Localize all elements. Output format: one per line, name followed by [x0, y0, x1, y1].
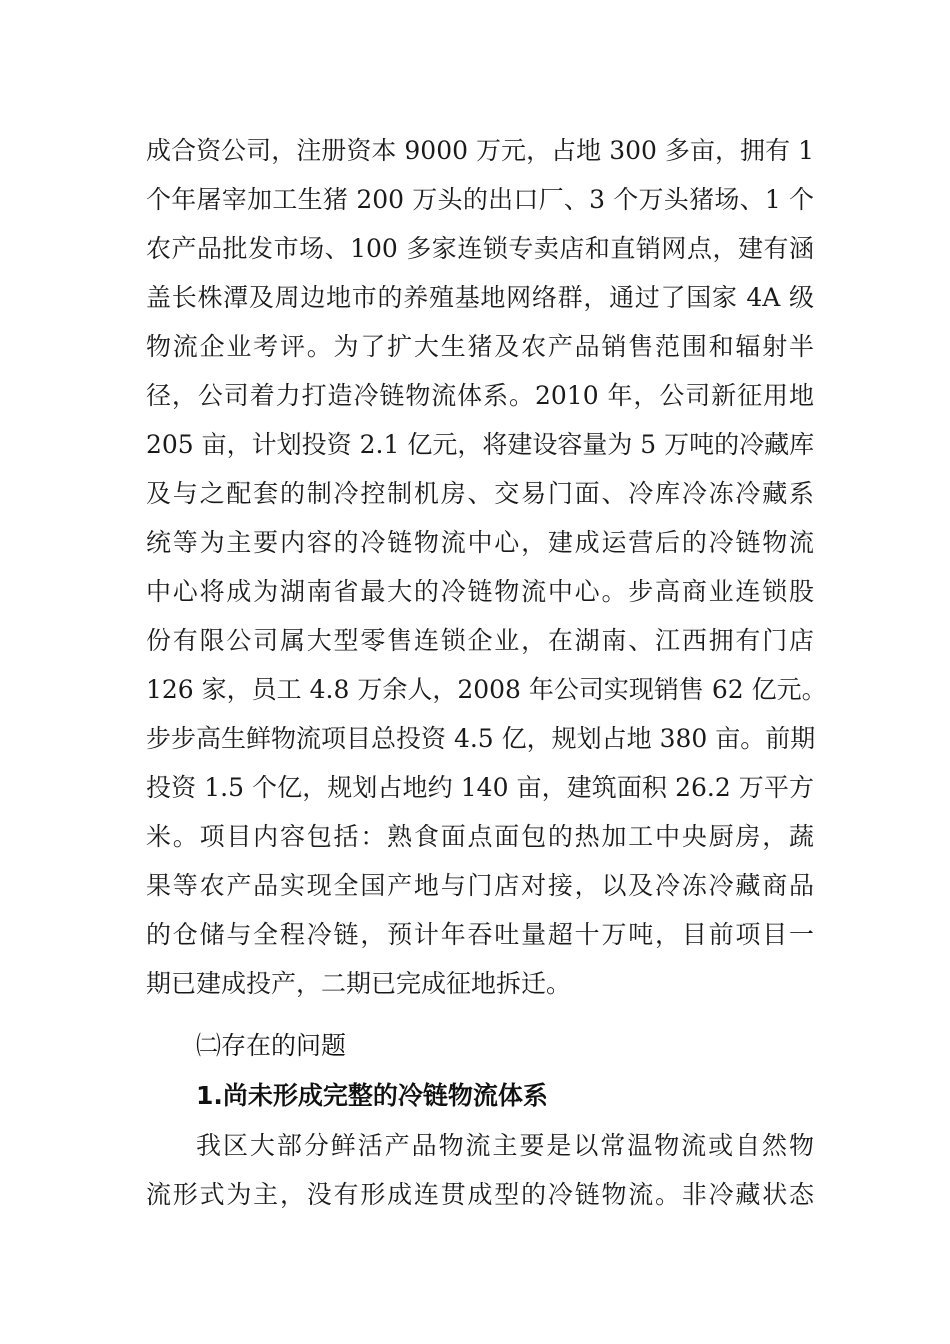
paragraph-line: 果等农产品实现全国产地与门店对接，以及冷冻冷藏商品 [146, 871, 814, 900]
paragraph-line: 盖长株潭及周边地市的养殖基地网络群，通过了国家 4A 级 [146, 283, 814, 312]
paragraph-line: 投资 1.5 个亿，规划占地约 140 亩，建筑面积 26.2 万平方 [146, 773, 814, 802]
paragraph-line: 流形式为主，没有形成连贯成型的冷链物流。非冷藏状态 [146, 1180, 814, 1209]
paragraph-line: 份有限公司属大型零售连锁企业，在湖南、江西拥有门店 [146, 626, 814, 655]
paragraph-line: 及与之配套的制冷控制机房、交易门面、冷库冷冻冷藏系 [146, 479, 814, 508]
subsection-heading: 1.尚未形成完整的冷链物流体系 [196, 1081, 548, 1110]
paragraph-line: 统等为主要内容的冷链物流中心，建成运营后的冷链物流 [146, 528, 814, 557]
paragraph-line: 径，公司着力打造冷链物流体系。2010 年，公司新征用地 [146, 381, 814, 410]
paragraph-line: 中心将成为湖南省最大的冷链物流中心。步高商业连锁股 [146, 577, 814, 606]
paragraph-line: 成合资公司，注册资本 9000 万元，占地 300 多亩，拥有 1 [146, 136, 814, 165]
paragraph-line: 步步高生鲜物流项目总投资 4.5 亿，规划占地 380 亩。前期 [146, 724, 816, 753]
paragraph-line: 126 家，员工 4.8 万余人，2008 年公司实现销售 62 亿元。 [146, 675, 827, 704]
paragraph-line: 的仓储与全程冷链，预计年吞吐量超十万吨，目前项目一 [146, 920, 814, 949]
paragraph-line: 个年屠宰加工生猪 200 万头的出口厂、3 个万头猪场、1 个 [146, 185, 814, 214]
paragraph-line: 205 亩，计划投资 2.1 亿元，将建设容量为 5 万吨的冷藏库 [146, 430, 815, 459]
paragraph-line: 物流企业考评。为了扩大生猪及农产品销售范围和辐射半 [146, 332, 814, 361]
paragraph-line: 我区大部分鲜活产品物流主要是以常温物流或自然物 [196, 1131, 814, 1160]
paragraph-line: 期已建成投产，二期已完成征地拆迁。 [146, 969, 572, 998]
section-heading: ㈡存在的问题 [196, 1031, 347, 1060]
paragraph-line: 农产品批发市场、100 多家连锁专卖店和直销网点，建有涵 [146, 234, 814, 263]
paragraph-line: 米。项目内容包括：熟食面点面包的热加工中央厨房，蔬 [146, 822, 814, 851]
